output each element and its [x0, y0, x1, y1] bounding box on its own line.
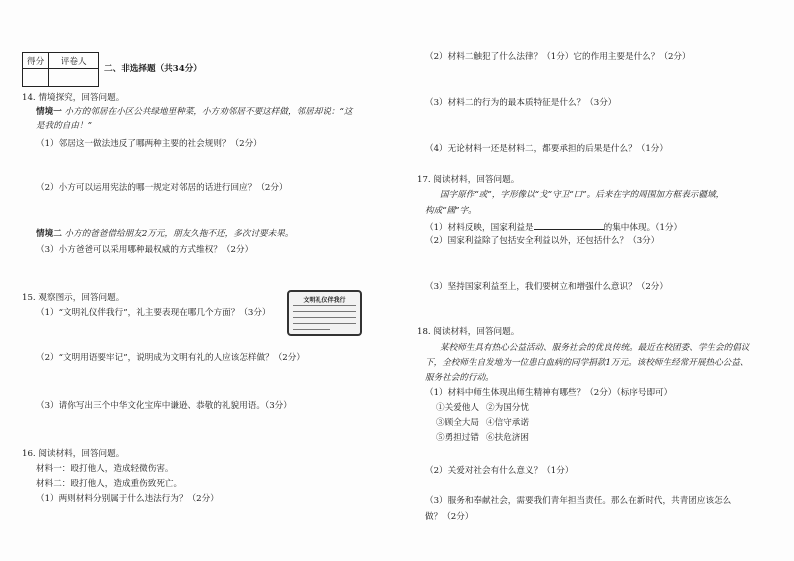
q18-option4: ④信守承诺: [486, 418, 529, 428]
q14-question2: （2）小方可以运用宪法的哪一规定对邻居的话进行回应？（2分）: [36, 183, 288, 193]
q18-text1: 某校师生具有热心公益活动、服务社会的优良传统。最近在校团委、学生会的倡议: [440, 343, 750, 353]
q18-question3a: （3）服务和奉献社会，需要我们青年担当责任。那么在新时代，共青团应该怎么: [425, 496, 732, 506]
score-cell[interactable]: [23, 69, 49, 87]
q16-question2: （2）材料二触犯了什么法律？（1分）它的作用主要是什么？（2分）: [425, 52, 691, 62]
q15-title: 15. 观察图示，回答问题。: [22, 293, 125, 303]
q16-question3: （3）材料二的行为的最本质特征是什么？（3分）: [425, 98, 617, 108]
q15-question2: （2）“文明用语要牢记”，说明成为文明有礼的人应该怎样做？（2分）: [36, 353, 305, 363]
q16-title: 16. 阅读材料，回答问题。: [22, 449, 125, 459]
q15-question3: （3）请你写出三个中华文化宝库中谦逊、恭敬的礼貌用语。（3分）: [36, 401, 292, 411]
q18-text2: 下，全校师生自发地为一位患白血病的同学捐款1万元。该校师生经常开展热心公益、: [425, 358, 749, 368]
poster-line: [293, 305, 356, 306]
q17-title: 17. 阅读材料，回答问题。: [417, 175, 520, 185]
q17-q1-pre: （1）材料反映，国家利益是: [425, 223, 534, 233]
q14-question3: （3）小方爸爸可以采用哪种最权威的方式维权？（2分）: [36, 245, 254, 255]
q14-s1-label: 情境一: [36, 107, 62, 117]
q17-text2: 构成“國”字。: [425, 206, 477, 216]
q18-option3: ③顾全大局: [436, 418, 479, 428]
q18-option1: ①关爱他人: [436, 403, 479, 413]
q18-question2: （2）关爱对社会有什么意义？（1分）: [425, 466, 574, 476]
q14-s2-label: 情境二: [36, 229, 62, 239]
q18-option6: ⑥扶危济困: [486, 433, 529, 443]
q18-question3b: 做？（2分）: [425, 512, 474, 522]
q14-s1-text1: 小方的邻居在小区公共绿地里种菜，小方劝邻居不要这样做，邻居却说：“这: [61, 107, 353, 117]
grader-header: 评卷人: [49, 53, 99, 69]
poster-line: [293, 329, 330, 330]
poster-line: [293, 311, 356, 312]
q17-q1-post: 的集中体现。（1分）: [603, 223, 683, 233]
q18-option5: ⑤勇担过错: [436, 433, 479, 443]
q14-scenario1: [36, 107, 353, 118]
q14-s1-text2: 是我的自由！”: [36, 121, 92, 131]
q17-question1: [425, 221, 682, 234]
q16-material2: 材料二：殴打他人，造成重伤致死亡。: [36, 479, 183, 489]
civility-poster: [287, 290, 362, 336]
q14-title: 14. 情境探究，回答问题。: [22, 93, 125, 103]
q17-text1: 国字原作“或”，字形像以“戈”守卫“口”。后来在字的周围加方框表示疆域，: [440, 190, 725, 200]
score-header: 得分: [23, 53, 49, 69]
q14-s2-text: 小方的爸爸借给朋友2万元，朋友久拖不还，多次讨要未果。: [61, 229, 294, 239]
q16-question1: （1）两则材料分别属于什么违法行为？（2分）: [36, 494, 219, 504]
q15-question1: （1）“文明礼仪伴我行”，礼主要表现在哪几个方面？（3分）: [36, 308, 271, 318]
q16-question4: （4）无论材料一还是材料二，都要承担的后果是什么？（1分）: [425, 144, 668, 154]
section-title: 二、非选择题（共34分）: [104, 64, 202, 74]
grader-cell[interactable]: [49, 69, 99, 87]
poster-line: [293, 323, 356, 324]
answer-blank[interactable]: [534, 221, 604, 230]
q18-option2: ②为国分忧: [486, 403, 529, 413]
q18-question1: （1）材料中师生体现出师生精神有哪些？（2分）（标序号即可）: [425, 388, 673, 398]
q18-title: 18. 阅读材料，回答问题。: [417, 327, 520, 337]
q14-scenario2: [36, 229, 293, 240]
poster-line: [293, 317, 356, 318]
q17-question3: （3）坚持国家利益至上，我们要树立和增强什么意识？（2分）: [425, 282, 668, 292]
q14-question1: （1）邻居这一做法违反了哪两种主要的社会规则？（2分）: [36, 139, 262, 149]
q16-material1: 材料一：殴打他人，造成轻微伤害。: [36, 464, 174, 474]
poster-title: 文明礼仪伴我行: [303, 297, 346, 304]
q17-question2: （2）国家利益除了包括安全利益以外，还包括什么？（3分）: [425, 236, 660, 246]
score-table: [22, 52, 99, 87]
q18-text3: 服务社会的行动。: [425, 373, 494, 383]
